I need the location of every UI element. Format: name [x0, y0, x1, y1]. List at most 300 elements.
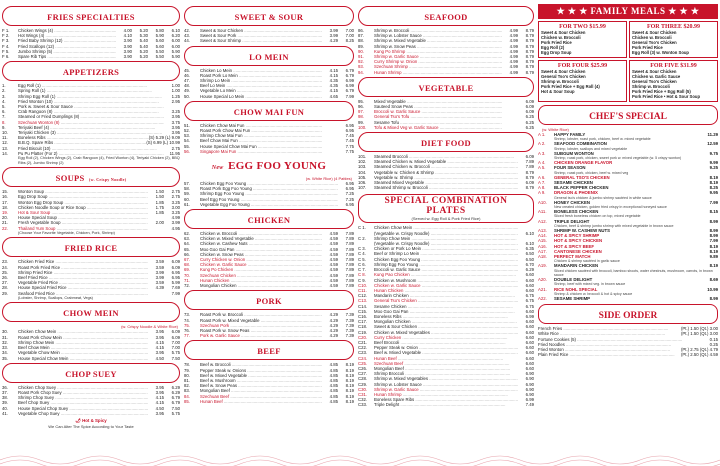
diet-food-list	[358, 154, 534, 190]
chop-suey-list	[2, 385, 180, 416]
item-name: SHRIMP W. CASHEW NUTS	[554, 228, 611, 234]
item-number: C 6.	[358, 261, 366, 267]
item-price: 3.95	[155, 329, 164, 335]
item-price: 6.79	[345, 67, 354, 73]
item-number: C26.	[358, 365, 368, 371]
item-price	[148, 291, 164, 296]
chef-special-item	[538, 132, 718, 141]
item-number: 61.	[184, 201, 190, 207]
chef-special-item	[538, 141, 718, 150]
item-price: 7.89	[345, 272, 354, 278]
item-price: 7.00	[171, 345, 180, 351]
item-name: Chicken Noodle Soup or Rice Soup .....	[18, 205, 148, 210]
item-price: 6.09	[171, 334, 180, 340]
item-price: 4.85	[329, 388, 338, 394]
item-price: 5.20	[139, 28, 148, 33]
item-price: 5.20	[139, 48, 148, 54]
item-price: 8.99	[709, 218, 718, 224]
item-price: 9.89	[709, 254, 718, 260]
item-number: 60.	[184, 196, 190, 202]
item-number: 21.	[2, 220, 8, 226]
item-number: 65.	[184, 246, 190, 252]
item-name: Hunan Beef .....	[200, 399, 322, 404]
item-price: (Pt.) 1.50 (Qt.) 3.00	[680, 326, 718, 332]
item-number: 79.	[184, 367, 190, 373]
item-number: 104.	[358, 169, 367, 175]
item-name: Sesame Tofu .....	[374, 120, 502, 125]
item-price: 4.59	[329, 262, 338, 268]
item-price: 6.09	[525, 109, 534, 115]
item-name: TRIPLE DELIGHT	[554, 218, 590, 224]
item-price: 1.85	[155, 210, 164, 216]
item-name: Beef Chop Suey .....	[18, 400, 148, 405]
item-name: Vegetable Fried Rice .....	[18, 280, 148, 285]
item-number: C23.	[358, 350, 368, 356]
pepper-icon: 🌶	[75, 417, 81, 423]
item-name: Spring Roll (1) .....	[18, 88, 164, 93]
item-price: 6.99	[345, 78, 354, 84]
item-price: 8.19	[345, 372, 354, 378]
item-name: Spare Rib Tips .....	[18, 54, 116, 59]
family-meal-item: General Tso's Chicken	[632, 79, 677, 84]
item-name: Chicken Wings (4) .....	[18, 28, 116, 33]
chefs-special-subtitle: (w. White Rice)	[542, 127, 569, 132]
item-name: CHICKEN ORANGE FLAVOR	[554, 160, 613, 166]
item-price: 7.50	[171, 405, 180, 411]
item-price: 12.59	[707, 141, 718, 147]
item-name: Kung Po Chicken .....	[200, 267, 322, 272]
item-number: A13.	[538, 228, 547, 234]
item-price: 7.00	[345, 28, 354, 33]
item-name: Pepper Steak w. Onion .....	[374, 345, 518, 350]
item-price: 7.89	[525, 164, 534, 170]
item-number: 45.	[184, 67, 190, 73]
item-number: 98.	[358, 114, 364, 120]
item-price: 6.95	[345, 186, 354, 192]
item-number: 76.	[184, 327, 190, 333]
item-number: 8.	[2, 119, 6, 125]
item-name: FOUR SEASON	[554, 165, 586, 171]
item-price: 6.60	[525, 365, 534, 371]
item-name: Beef w. Broccoli .....	[200, 362, 322, 367]
item-number: A 9.	[538, 190, 546, 196]
item-number: 16.	[2, 194, 8, 200]
item-name: Szechuan Pork .....	[200, 323, 322, 328]
item-price: 4.15	[155, 345, 164, 351]
item-price: 3.25	[171, 199, 180, 205]
item-price: 6.60	[525, 334, 534, 340]
item-number: 23.	[2, 259, 8, 265]
item-price: 8.19	[709, 174, 718, 180]
item-name: Sweet & Sour Chicken .....	[200, 28, 322, 33]
item-price: 6.60	[525, 329, 534, 335]
item-number: 81.	[184, 377, 190, 383]
item-name: BLACK PEPPER CHICKEN	[554, 185, 609, 191]
item-number: A 3.	[538, 150, 546, 156]
item-name: Beef Chow Mai Fun .....	[200, 138, 322, 143]
item-name: Chicken w. Mushroom .....	[374, 278, 518, 283]
item-number: 103.	[358, 164, 367, 170]
item-number: 88.	[358, 38, 364, 44]
hot-spicy-legend: 🌶 Hot & Spicy	[75, 417, 107, 423]
lo-mein-list	[184, 68, 354, 99]
item-price: 7.89	[345, 251, 354, 257]
chop-suey-header: CHOP SUEY	[2, 363, 180, 383]
item-description: Shrimp, lobster, scallops and mixed vegetable	[554, 146, 628, 151]
item-number: C32.	[358, 397, 368, 403]
item-name: Mongolian Beef .....	[200, 388, 322, 393]
item-number: 52.	[184, 128, 190, 134]
item-number: 10.	[2, 130, 8, 136]
item-price: 3.25	[171, 109, 180, 115]
item-number: 11.	[2, 135, 8, 141]
item-name: Vegetable Lo Mein .....	[200, 88, 322, 93]
item-price: 4.29	[329, 312, 338, 318]
item-name: Mixed Vegetable .....	[374, 99, 502, 104]
item-number: 3.	[2, 93, 6, 99]
item-name: House Special Soup .....	[18, 215, 148, 220]
item-number: 38.	[2, 395, 8, 401]
item-price: 6.00	[171, 38, 180, 44]
item-price: 1.75	[155, 204, 164, 210]
item-price: 8.19	[709, 248, 718, 254]
item-price: 1.00	[171, 83, 180, 89]
item-price: 7.89	[345, 257, 354, 263]
menu-item	[358, 70, 534, 75]
item-number: 69.	[184, 267, 190, 273]
item-number: 37.	[2, 389, 8, 395]
item-name: HOT & SPICY CHICKEN	[554, 238, 603, 244]
item-price: 7.89	[525, 159, 534, 165]
item-price: 5.40	[139, 43, 148, 49]
item-price: 8.19	[345, 393, 354, 399]
item-number: C 9.	[358, 277, 366, 283]
item-name: Shrimp w. Mixed Vegetable .....	[374, 38, 502, 43]
item-name: Steamed Mixed Vegetable .....	[374, 180, 518, 185]
item-name: DOUBLE DELIGHT	[554, 277, 593, 283]
item-name: Beef w. Mixed Vegetable .....	[374, 350, 518, 355]
item-price: 4.50	[155, 405, 164, 411]
item-price: 5.90	[171, 54, 180, 60]
family-meal-box	[538, 21, 627, 58]
item-price: 6.60	[525, 355, 534, 361]
item-price: 7.25	[345, 196, 354, 202]
item-price: 7.89	[345, 246, 354, 252]
item-price: 4.99	[509, 69, 518, 75]
item-price: 4.85	[329, 398, 338, 404]
item-price: 7.89	[345, 267, 354, 273]
fries-list	[2, 28, 180, 59]
item-price: 7.45	[345, 138, 354, 144]
item-name: Pu Pu Platter (For 2) .....	[18, 151, 164, 156]
family-meal-item: Shrimp w. Broccoli	[541, 79, 579, 84]
pork-list	[184, 312, 354, 338]
vegetable-list	[358, 99, 534, 130]
chicken-list	[184, 231, 354, 288]
item-price: 6.75	[525, 298, 534, 304]
item-name: Roast Pork Chow Mein .....	[18, 335, 148, 340]
item-price: 8.19	[709, 243, 718, 249]
family-meal-title: FOR TWO $15.99	[559, 24, 606, 30]
item-number: 19.	[2, 210, 8, 216]
item-name: Kung Po Shrimp .....	[374, 49, 502, 54]
item-name: Shrimp Egg Foo Young .....	[374, 262, 518, 267]
item-number: F 6.	[2, 54, 10, 60]
item-name: Chicken Egg Foo Young .....	[374, 257, 518, 262]
item-number: 41.	[2, 410, 8, 416]
item-name: Sweet & Sour Pork .....	[200, 33, 322, 38]
item-name: Sweet & Sour Chicken .....	[374, 324, 518, 329]
item-price: 6.09	[171, 259, 180, 265]
menu-item	[2, 356, 180, 361]
item-name: Chicken Chow Mai Fun .....	[200, 123, 322, 128]
appetizers-header: APPETIZERS	[2, 61, 180, 81]
item-number: F 2.	[2, 33, 10, 39]
item-price: 3.95	[171, 124, 180, 130]
item-price: 4.39	[155, 285, 164, 291]
item-number: 71.	[184, 277, 190, 283]
item-number: 68.	[184, 262, 190, 268]
item-name: Roast Pork w. Snow Peas .....	[200, 328, 322, 333]
item-price: 4.59	[329, 257, 338, 263]
item-price: 6.99	[345, 83, 354, 89]
item-price: 6.60	[525, 360, 534, 366]
chow-mein-subtitle: (w. Crispy Noodle & White Rice)	[121, 324, 178, 330]
item-price: 6.60	[525, 339, 534, 345]
item-number: A 6.	[538, 174, 546, 180]
item-price: 7.99	[171, 290, 180, 296]
item-number: 94.	[358, 69, 364, 75]
item-number: C 5.	[358, 256, 366, 262]
item-name: Broccoli w. Garlic Sauce .....	[374, 267, 518, 272]
family-meal-item: Egg Roll (2)	[541, 45, 565, 50]
item-name: Vegetable w. Chicken & Shrimp .....	[374, 170, 518, 175]
item-name: Chicken w. Cashew Nuts .....	[200, 241, 322, 246]
item-price: 6.20	[171, 33, 180, 39]
item-price: 8.19	[345, 398, 354, 404]
item-name: Shrimp Chow Mein .....	[18, 340, 148, 345]
item-price: 4.99	[509, 59, 518, 65]
column-4	[538, 4, 718, 357]
item-price: 3.95	[155, 410, 164, 416]
item-number: C11.	[358, 287, 367, 293]
item-number: C27.	[358, 371, 368, 377]
item-number: 77.	[184, 333, 190, 339]
item-number: 96.	[358, 104, 364, 110]
item-price: 5.90	[171, 48, 180, 54]
item-name: Hunan Shrimp .....	[374, 70, 502, 75]
item-number: 25.	[2, 269, 8, 275]
menu-item	[2, 411, 180, 416]
item-number: A18.	[538, 254, 547, 260]
item-price: 4.50	[155, 355, 164, 361]
item-number: C 8.	[358, 272, 366, 278]
item-name: HOT & SPICY SHRIMP	[554, 233, 600, 239]
item-price: 5.20	[139, 54, 148, 60]
fried-rice-header: FRIED RICE	[2, 237, 180, 257]
combination-plates-list	[358, 225, 534, 407]
item-price: 8.79	[525, 59, 534, 65]
item-price: 8.99	[709, 233, 718, 239]
item-price: 4.99	[509, 38, 518, 44]
item-number: C14.	[358, 303, 368, 309]
item-price: 9.25	[709, 165, 718, 171]
item-price: 5.40	[139, 38, 148, 44]
item-number: C15.	[358, 308, 368, 314]
item-price: 4.59	[329, 267, 338, 273]
item-name: Boneless Spare Ribs .....	[374, 397, 518, 402]
item-price: 3.00	[171, 204, 180, 210]
item-name: Shrimp Egg Roll (1) .....	[18, 94, 164, 99]
item-number: 39.	[2, 400, 8, 406]
item-number: 102.	[358, 159, 367, 165]
item-price: 6.25	[525, 124, 534, 130]
chef-special-item	[538, 165, 718, 174]
item-price: 5.90	[155, 33, 164, 39]
beef-list	[184, 362, 354, 404]
item-name: Teriyaki Chicken (3) .....	[18, 130, 164, 135]
item-number: 95.	[358, 98, 364, 104]
item-price: 4.85	[329, 393, 338, 399]
item-name: Fresh Vegetable Soup .....	[18, 220, 148, 225]
item-number: 51.	[184, 122, 190, 128]
item-price: 7.45	[345, 133, 354, 139]
item-name: Shrimp Chow Mai Fun .....	[200, 133, 322, 138]
item-price: 1.50	[155, 189, 164, 195]
item-price: 6.90	[525, 391, 534, 397]
item-price: 7.25	[345, 191, 354, 197]
item-price: 2.95	[171, 98, 180, 104]
seafood-fried-rice-note: (Lobster, Shrimp, Scallops, Crabmeat, Vegs)	[18, 295, 93, 300]
item-price: 8.79	[525, 48, 534, 54]
item-number: 31.	[2, 334, 8, 340]
item-price: 7.00	[345, 33, 354, 39]
item-name: Chicken Chow Mein .....	[374, 225, 518, 230]
item-price: 3.59	[155, 264, 164, 270]
item-number: 47.	[184, 78, 190, 84]
item-price: (Pt.) 1.50 (Qt.) 3.00	[680, 331, 718, 337]
chef-special-line	[538, 287, 718, 292]
item-number: 48.	[184, 83, 190, 89]
item-number: 30.	[2, 329, 8, 335]
item-number: 44.	[184, 38, 190, 44]
item-number: 43.	[184, 33, 190, 39]
item-number: 83.	[184, 388, 190, 394]
item-number: 56.	[184, 148, 190, 154]
item-price: 2.75	[171, 145, 180, 151]
item-price: 6.09	[525, 154, 534, 160]
family-meal-title: FOR FIVE $31.99	[650, 63, 697, 69]
family-meal-item: Egg Drop Soup	[541, 50, 572, 55]
item-price: 6.60	[525, 272, 534, 278]
item-price: 6.90	[525, 376, 534, 382]
item-name: Fried Wonton .....	[538, 347, 681, 352]
item-name: Roast Pork Egg Foo Young .....	[200, 186, 338, 191]
item-price: 6.50	[525, 256, 534, 262]
soups-header: SOUPS (w. Crispy Noodle)	[2, 167, 180, 187]
item-price: 4.99	[509, 43, 518, 49]
item-number: 1.	[2, 83, 6, 89]
item-price: 6.09	[171, 264, 180, 270]
item-number: 42.	[184, 28, 190, 33]
item-number: 66.	[184, 251, 190, 257]
item-name: Hot Wings (4) .....	[18, 33, 116, 38]
item-name: Beef w. Mushroom .....	[200, 378, 322, 383]
item-price: 7.89	[345, 231, 354, 237]
item-name: Roast Pork Chow Mai Fun .....	[200, 128, 322, 133]
item-price: 3.95	[155, 389, 164, 395]
item-price: 4.85	[329, 372, 338, 378]
item-number: 5.	[2, 104, 6, 110]
item-price: 1.85	[155, 199, 164, 205]
chef-special-item	[538, 190, 718, 199]
item-price: 6.95	[345, 201, 354, 207]
item-price: 8.79	[525, 69, 534, 75]
item-description: Shrimp, lobster, roast pork, chicken, beef w. mixed vegetable	[554, 137, 651, 142]
item-price: 8.19	[345, 383, 354, 389]
vegetable-header: VEGETABLE	[358, 77, 534, 97]
item-number: A 1.	[538, 132, 546, 137]
chef-special-line	[538, 190, 718, 195]
item-number: 74.	[184, 317, 190, 323]
chef-special-line	[538, 296, 718, 301]
item-name: Curry Shrimp w. Onion .....	[374, 59, 502, 64]
item-price: 7.75	[345, 143, 354, 149]
item-number: 22.	[2, 225, 8, 231]
item-name: Roast Pork Fried Rice .....	[18, 265, 148, 270]
lo-mein-header: LO MEIN	[184, 46, 354, 66]
item-name: House Special Chow Mai Fun .....	[200, 144, 322, 149]
item-name: Steamed or Fried Dumplings (8) .....	[18, 114, 164, 119]
fried-rice-list	[2, 259, 180, 295]
family-meal-item: Pork Fried Rice + Egg Roll (5)	[632, 89, 691, 94]
item-name: RICE NOHL SPECIAL	[554, 286, 598, 292]
item-name: Crab Rangoon (8) .....	[18, 109, 164, 114]
item-number: A19.	[538, 263, 547, 269]
item-number: 92.	[358, 59, 364, 65]
item-price: 8.79	[525, 54, 534, 60]
item-name: GENERAL TSO'S CHICKEN	[554, 174, 610, 180]
menu-item	[184, 283, 354, 288]
item-price: 4.99	[171, 215, 180, 221]
item-price: 4.59	[329, 231, 338, 237]
item-name: Shrimp Egg Foo Young .....	[200, 191, 338, 196]
item-name: House Special Fried Rice .....	[18, 285, 148, 290]
item-price: 4.35	[329, 83, 338, 89]
item-price: 6.25	[525, 114, 534, 120]
item-number: A 8.	[538, 185, 546, 191]
item-number: 64.	[184, 241, 190, 247]
family-meal-item: Shrimp w. Broccoli	[632, 84, 670, 89]
item-name: Curry Chicken .....	[374, 335, 518, 340]
item-number: C 7.	[358, 267, 366, 273]
item-description: General tso's chicken & jumbo shrimp sautéed in white sauce	[554, 195, 652, 200]
item-number: 105.	[358, 174, 367, 180]
item-price: 1.50	[155, 194, 164, 200]
item-number: 36.	[2, 384, 8, 390]
item-price: 6.60	[525, 308, 534, 314]
item-price: 3.95	[171, 114, 180, 120]
item-name: Egg Drop Soup .....	[18, 194, 148, 199]
item-price: 4.85	[329, 367, 338, 373]
column-2	[184, 4, 354, 404]
family-meal-item: Pork Fried Rice	[541, 40, 572, 45]
item-price: 5.80	[155, 28, 164, 33]
item-price: 4.15	[155, 339, 164, 345]
item-name: Curry Chicken w. Onion .....	[200, 257, 322, 262]
item-number: 86.	[358, 28, 364, 33]
item-name: Sweet & Sour Shrimp .....	[200, 38, 322, 43]
